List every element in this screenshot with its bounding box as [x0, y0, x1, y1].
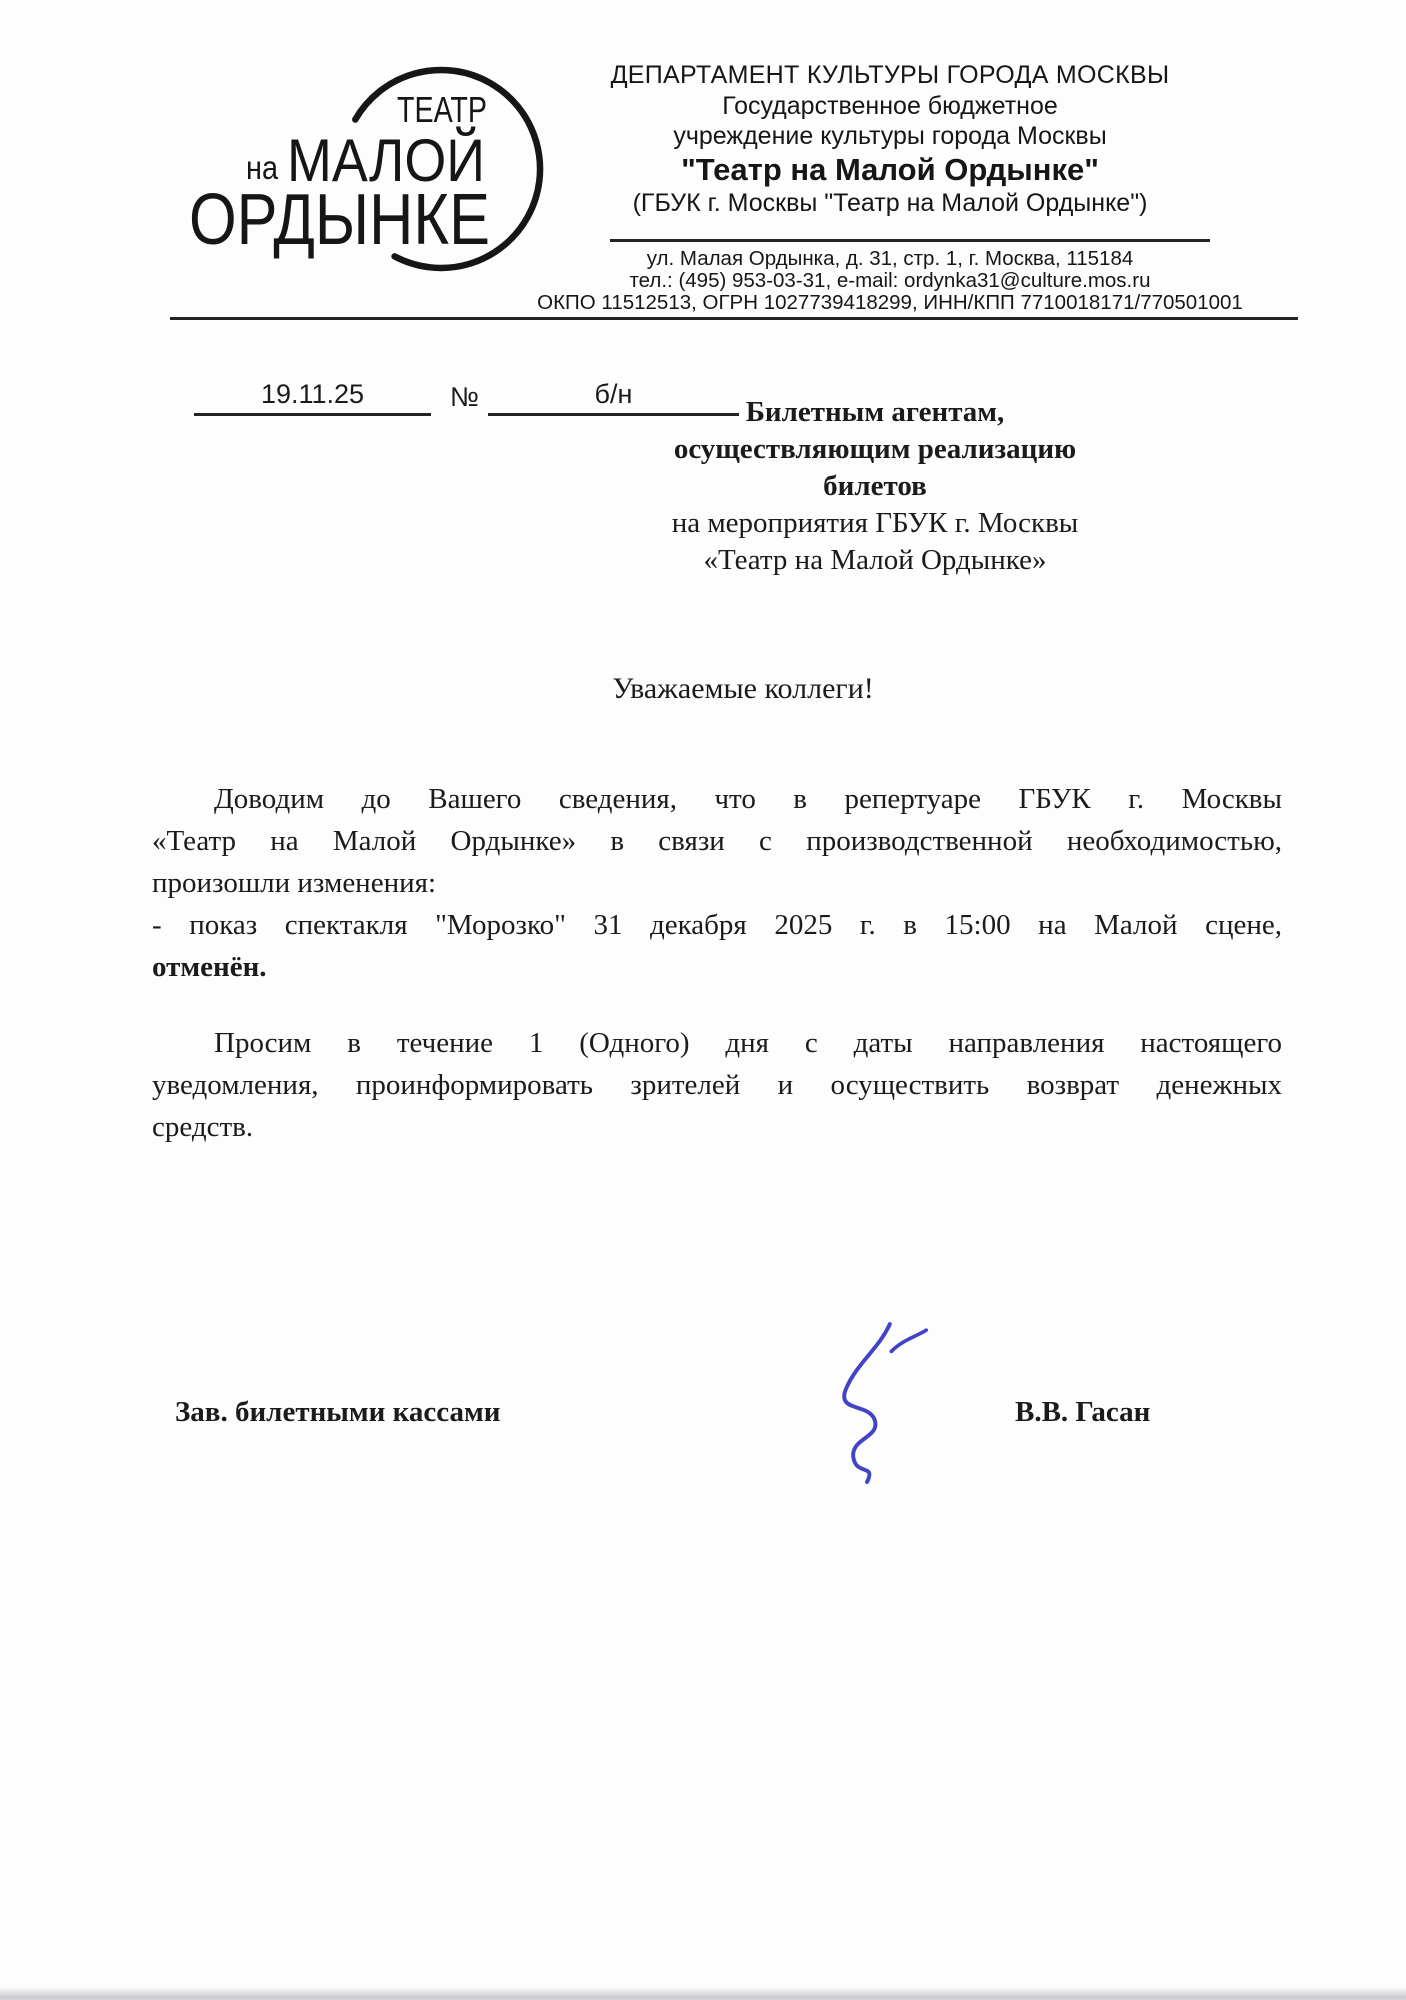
- logo-word-teatr: ТЕАТР: [397, 89, 487, 130]
- org-type-line-2: учреждение культуры города Москвы: [673, 122, 1107, 150]
- recipient-block: [595, 394, 1155, 579]
- handwritten-signature: [788, 1318, 940, 1490]
- letter-body: [152, 778, 1282, 1148]
- signature-icon: [788, 1318, 940, 1485]
- recipient-line: на мероприятия ГБУК г. Москвы: [671, 507, 1079, 539]
- letterhead-rule: [170, 317, 1298, 320]
- letter-date: 19.11.25: [194, 379, 431, 416]
- signoff-name: В.В. Гасан: [1015, 1396, 1151, 1428]
- recipient-line: «Театр на Малой Ордынке»: [703, 544, 1047, 576]
- logo-word-maloy: МАЛОЙ: [287, 127, 485, 194]
- letter-number: б/н: [488, 379, 739, 416]
- body-line: средств.: [152, 1111, 254, 1143]
- org-type-line-1: Государственное бюджетное: [722, 92, 1058, 120]
- body-line: Просим в течение 1 (Одного) дня с даты направления настоящего: [214, 1027, 1282, 1059]
- org-name: "Театр на Малой Ордынке": [681, 152, 1099, 187]
- salutation: Уважаемые коллеги!: [612, 672, 874, 705]
- signoff-position: Зав. билетными кассами: [175, 1396, 501, 1428]
- body-line: уведомления, проинформировать зрителей и осуществить возврат денежных: [152, 1069, 1282, 1101]
- logo-word-ordynke: ОРДЫНКЕ: [189, 180, 490, 260]
- org-department: ДЕПАРТАМЕНТ КУЛЬТУРЫ ГОРОДА МОСКВЫ: [610, 61, 1170, 89]
- org-address: ул. Малая Ордынка, д. 31, стр. 1, г. Москва, 115184: [646, 247, 1134, 270]
- scan-edge-shadow: [0, 1987, 1406, 2000]
- recipient-line: Билетным агентам,: [745, 396, 1005, 428]
- org-contacts: тел.: (495) 953-03-31, e-mail: ordynka31@culture.mos.ru: [629, 269, 1151, 292]
- org-reg-codes: ОКПО 11512513, ОГРН 1027739418299, ИНН/КПП 7710018171/770501001: [537, 291, 1243, 314]
- body-line: «Театр на Малой Ордынке» в связи с производственной необходимостью,: [152, 825, 1282, 857]
- org-header-block: [480, 60, 1300, 314]
- recipient-line: осуществляющим реализацию: [673, 433, 1077, 465]
- recipient-line: билетов: [823, 470, 927, 502]
- body-line: Доводим до Вашего сведения, что в репертуаре ГБУК г. Москвы: [214, 783, 1282, 815]
- paragraph-gap: [152, 988, 1282, 1022]
- logo-word-na: на: [246, 149, 279, 186]
- number-sign: №: [450, 382, 479, 412]
- org-alt-name: (ГБУК г. Москвы "Театр на Малой Ордынке"): [632, 189, 1148, 217]
- org-divider-rule: [610, 239, 1210, 242]
- body-line: - показ спектакля "Морозко" 31 декабря 2025 г. в 15:00 на Малой сцене,: [152, 909, 1282, 941]
- body-line: произошли изменения:: [152, 867, 437, 899]
- body-line-cancelled: отменён.: [152, 951, 267, 983]
